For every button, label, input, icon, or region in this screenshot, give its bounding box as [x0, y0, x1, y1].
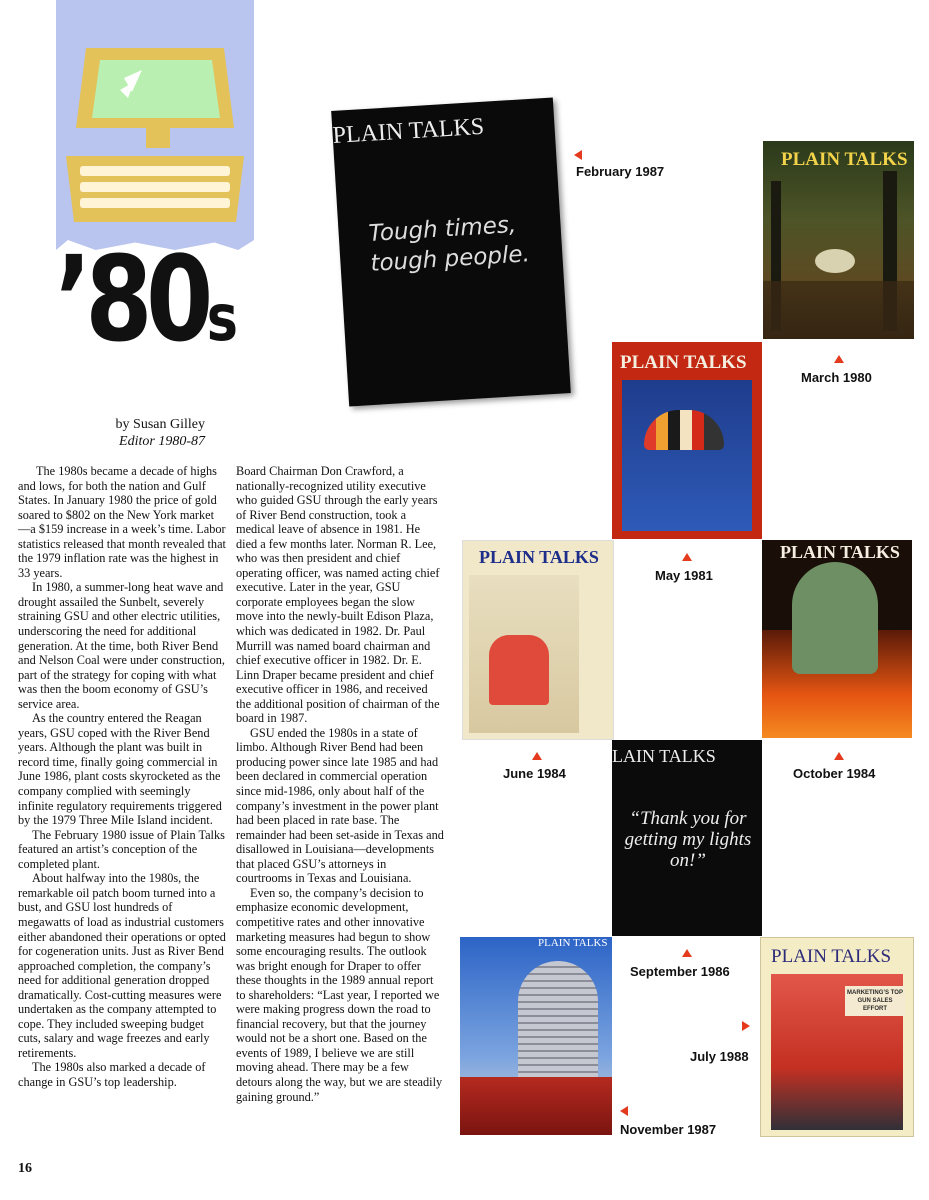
paragraph: The 1980s also marked a decade of change in GSU’s top leadership.: [18, 1060, 206, 1089]
cover-artwork: [469, 575, 579, 733]
pointer-up-icon: [682, 949, 692, 957]
decade-heading: ’80s: [55, 230, 238, 368]
pointer-left-icon: [620, 1106, 628, 1116]
paragraph: About halfway into the 1980s, the remarkable oil patch boom turned into a bust, and GSU lost hundreds of megawatts of load as industrial customers either abandoned their operations or opted for cogeneration units. Just as River Bend approached completion, the company’s need for additional generation dropped dramatically. Cost-cutting measures were undertaken as the company attempted to cope. They included sweeping budget cuts, salary and wage freezes and early retirements.: [18, 871, 226, 1060]
cover-label-nov-1987: November 1987: [620, 1122, 717, 1137]
pointer-left-icon: [574, 150, 582, 160]
paragraph: In 1980, a summer-long heat wave and drought assailed the Sunbelt, severely straining GSU and other electric utilities, underscoring the need for additional generation. At the time, both River Bend and Nelson Coal were under construction, part of the strategy for coping with what was then the boom economy of GSU’s service area.: [18, 580, 225, 711]
byline: [95, 416, 205, 450]
cover-jul-1988: [760, 937, 914, 1137]
paragraph: The February 1980 issue of Plain Talks featured an artist’s conception of the completed plant.: [18, 827, 225, 871]
author-name: by Susan Gilley: [115, 417, 205, 432]
cover-masthead: LAIN TALKS: [612, 746, 716, 766]
computer-icon: [56, 0, 254, 250]
swamp-illustration: [763, 141, 914, 339]
cover-oct-1984: [762, 540, 912, 738]
pointer-up-icon: [682, 553, 692, 561]
paragraph: As the country entered the Reagan years, GSU coped with the River Bend years. Although the plant was built in record time, finally going commercial in June 1986, plant costs skyrocketed as the company complied with seemingly infinite regulatory requirements triggered by the 1979 Three Mile Island incident.: [18, 711, 222, 828]
cover-masthead: PLAIN TALKS: [479, 547, 599, 567]
sky: [622, 380, 752, 531]
cover-quote: “Thank you for getting my lights on!”: [624, 808, 752, 871]
parachute-icon: [644, 410, 724, 450]
cover-masthead: PLAIN TALKS: [780, 542, 900, 562]
cover-masthead: PLAIN TALKS: [781, 149, 908, 170]
article-column-2: [236, 464, 444, 1104]
shirt-figure: [489, 635, 549, 705]
paragraph: Board Chairman Don Crawford, a nationally-recognized utility executive who guided GSU through the early years of River Bend construction, took a medical leave of absence in 1981. He died a few months later. Norman R. Lee, who was then president and chief operating officer, was named acting chief executive. Later in the year, GSU corporate employees began the slow move into the newly-built Edison Plaza, which was dedicated in 1982. Dr. Paul Murrill was named board chairman and chief executive officer in 1982. Dr. E. Linn Draper became president and chief executive officer in 1986, and received the additional position of chairman of the board in 1987.: [236, 464, 440, 726]
cover-masthead: PLAIN TALKS: [331, 113, 485, 149]
cover-masthead: PLAIN TALKS: [771, 946, 892, 967]
cover-masthead: PLAIN TALKS: [620, 352, 747, 373]
cover-tagline: Tough times, tough people.: [367, 212, 531, 277]
pointer-up-icon: [834, 355, 844, 363]
cover-label-oct-1984: October 1984: [793, 766, 876, 781]
article-column-1: [18, 464, 226, 1090]
cover-label-jun-1984: June 1984: [503, 766, 566, 781]
page-number: 16: [18, 1161, 32, 1176]
cover-label-mar-1980: March 1980: [801, 370, 872, 385]
paragraph: The 1980s became a decade of highs and lows, for both the nation and Gulf States. In January 1980 the price of gold soared to $802 on the New York market—a $159 increase in a week’s time. Labor statistics released that month revealed that the 1979 inflation rate was the highest in 33 years.: [18, 464, 226, 580]
cover-masthead: PLAIN TALKS: [538, 937, 608, 949]
cover-feb-1987: [331, 97, 571, 406]
cover-label-may-1981: May 1981: [655, 568, 713, 583]
cover-nov-1987: [460, 937, 612, 1135]
cover-label-sep-1986: September 1986: [630, 964, 730, 979]
cover-label-feb-1987: February 1987: [576, 164, 665, 179]
pointer-right-icon: [742, 1021, 750, 1031]
cover-sep-1986: [612, 740, 762, 936]
paragraph: GSU ended the 1980s in a state of limbo. Although River Bend had been producing power since late 1985 and had been declared in commercial operation since mid-1986, only about half of the company’s investment in the power plant had been placed in rate base. The remainder had been set-aside in Texas and disallowed in Louisiana—developments that placed GSU’s attorneys in courtrooms in Texas and Louisiana.: [236, 725, 444, 886]
cover-jun-1984: [462, 540, 614, 740]
pointer-up-icon: [532, 752, 542, 760]
cover-badge: MARKETING’S TOP GUN SALES EFFORT: [845, 986, 905, 1016]
author-role: Editor 1980-87: [119, 434, 205, 449]
pointer-up-icon: [834, 752, 844, 760]
cover-mar-1980: [763, 141, 914, 339]
ghost-icon: [792, 562, 878, 674]
cover-label-jul-1988: July 1988: [690, 1049, 749, 1064]
computer-illustration: [56, 0, 254, 250]
paragraph: Even so, the company’s decision to emphasize economic development, competitive rates and other innovative marketing measures had begun to show some encouraging results. The outlook was bright enough for Draper to offer these thoughts in the 1989 annual report to shareholders: “Last year, I reported we were making progress down the road to financial recovery, but that the journey would not be a short one. Based on the events of 1989, I believe we are still moving ahead. There may be a few detours along the way, but we are steadily gaining ground.”: [236, 885, 443, 1104]
crowd-illustration: [460, 1077, 612, 1135]
cover-may-1981: [612, 342, 762, 539]
